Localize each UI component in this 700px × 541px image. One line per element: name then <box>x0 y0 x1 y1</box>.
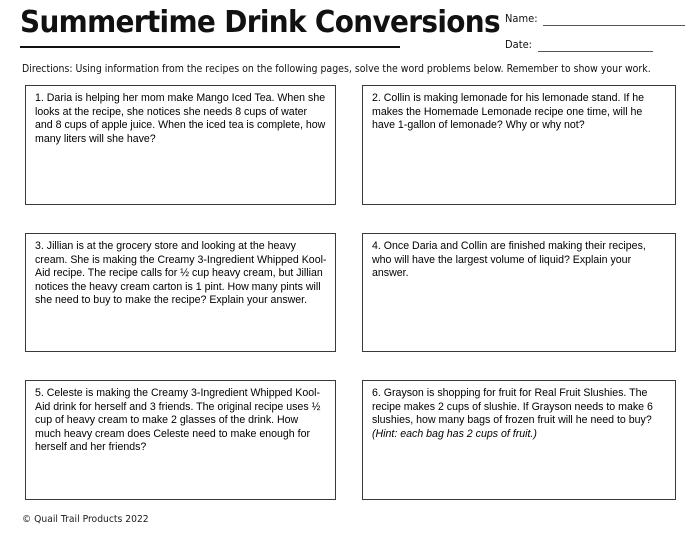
name-field-row <box>505 12 695 38</box>
problem-box-5[interactable] <box>25 380 336 500</box>
problem-text-1: 1. Daria is helping her mom make Mango Iced Tea. When she looks at the recipe, she notices she needs 8 cups of water and 8 cups of apple juice. When the iced tea is complete, how many liters will she have? <box>35 92 326 145</box>
directions-text: Directions: Using information from the recipes on the following pages, solve the word problems below. Remember to show your work. <box>22 63 651 75</box>
problem-box-6[interactable] <box>362 380 676 500</box>
problem-text-6-body: 6. Grayson is shopping for fruit for Real Fruit Slushies. The recipe makes 2 cups of slushie. If Grayson needs to make 6 slushies, how many bags of frozen fruit will he need to buy? <box>372 387 653 427</box>
problem-text-4: 4. Once Daria and Collin are finished making their recipes, who will have the largest volume of liquid? Explain your answer. <box>372 240 646 280</box>
title-underline <box>20 46 400 48</box>
footer-copyright: © Quail Trail Products 2022 <box>22 514 149 525</box>
name-date-block <box>505 12 695 64</box>
problem-text-3: 3. Jillian is at the grocery store and looking at the heavy cream. She is making the Creamy 3-Ingredient Whipped Kool-Aid recipe. The recipe calls for ½ cup heavy cream, but Jillian notices the heavy cream carton is 1 pint. How many pints will she need to buy to make the recipe? Explain your answer. <box>35 240 327 307</box>
date-label: Date: <box>505 38 532 51</box>
problem-box-2[interactable] <box>362 85 676 205</box>
worksheet-header <box>0 0 700 58</box>
date-field-row <box>505 38 695 64</box>
page-title: Summertime Drink Conversions <box>20 5 500 40</box>
problem-text-5: 5. Celeste is making the Creamy 3-Ingredient Whipped Kool-Aid drink for herself and 3 friends. The original recipe uses ½ cup of heavy cream to make 2 glasses of the drink. How much heavy cream does Celeste need to make enough for herself and her friends? <box>35 387 321 454</box>
name-label: Name: <box>505 12 538 25</box>
problem-text-6 <box>372 387 667 441</box>
problem-text-2: 2. Collin is making lemonade for his lemonade stand. If he makes the Homemade Lemonade recipe one time, will he have 1-gallon of lemonade? Why or why not? <box>372 92 645 132</box>
problem-hint-6: (Hint: each bag has 2 cups of fruit.) <box>372 427 537 440</box>
problem-box-4[interactable] <box>362 233 676 352</box>
problem-box-3[interactable] <box>25 233 336 352</box>
problem-box-1[interactable] <box>25 85 336 205</box>
name-input-line[interactable] <box>543 25 685 26</box>
date-input-line[interactable] <box>538 51 653 52</box>
